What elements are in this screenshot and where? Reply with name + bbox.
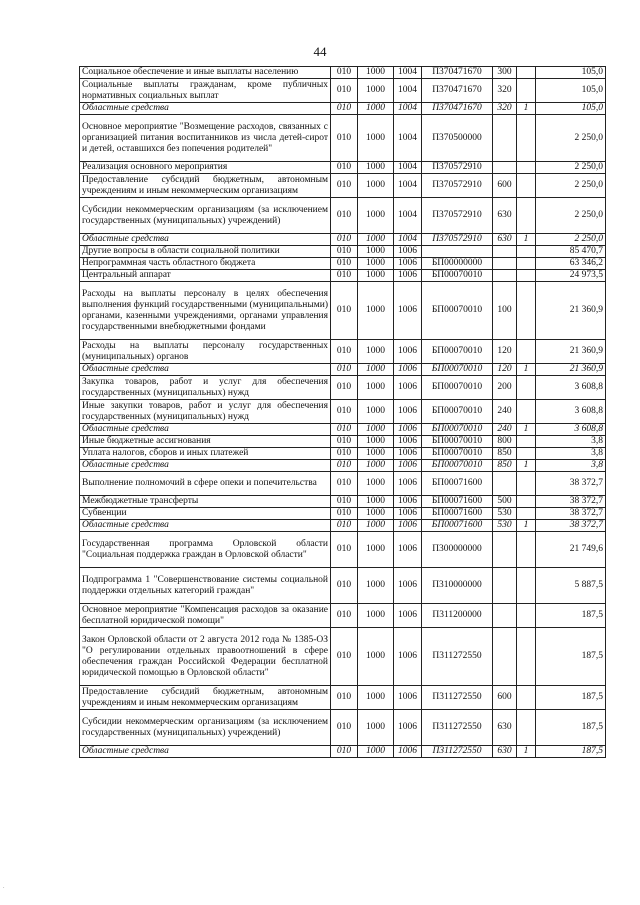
row-subsection-cell: 1006 (394, 460, 422, 472)
row-target-article-cell: П311200000 (422, 604, 493, 628)
row-section-cell: 1000 (358, 234, 394, 246)
row-subsection-cell: 1004 (394, 234, 422, 246)
table-row (80, 198, 606, 234)
row-amount-cell: 2 250,0 (536, 234, 606, 246)
row-target-article-cell: П311272550 (422, 628, 493, 686)
row-section-cell: 1000 (358, 686, 394, 710)
row-amount-cell: 3 608,8 (536, 400, 606, 424)
row-section-cell: 1000 (358, 400, 394, 424)
row-name-cell: Областные средства (80, 424, 331, 436)
row-source-cell (517, 472, 536, 496)
row-grbs-cell: 010 (331, 79, 358, 103)
table-row (80, 436, 606, 448)
row-name-cell: Областные средства (80, 746, 331, 758)
row-amount-cell: 105,0 (536, 79, 606, 103)
row-source-cell (517, 282, 536, 340)
row-source-cell: 1 (517, 460, 536, 472)
row-amount-cell: 2 250,0 (536, 198, 606, 234)
row-source-cell (517, 508, 536, 520)
row-grbs-cell: 010 (331, 364, 358, 376)
row-source-cell (517, 400, 536, 424)
row-target-article-cell: П370500000 (422, 115, 493, 162)
row-source-cell (517, 604, 536, 628)
row-source-cell: 1 (517, 746, 536, 758)
row-grbs-cell: 010 (331, 174, 358, 198)
row-target-article-cell: БП00070010 (422, 282, 493, 340)
row-grbs-cell: 010 (331, 532, 358, 568)
row-subsection-cell: 1004 (394, 103, 422, 115)
row-amount-cell: 38 372,7 (536, 520, 606, 532)
row-target-article-cell: П370572910 (422, 234, 493, 246)
row-amount-cell: 3,8 (536, 448, 606, 460)
row-target-article-cell: БП00000000 (422, 258, 493, 270)
row-name-cell: Закупка товаров, работ и услуг для обеспечения государственных (муниципальных) нужд (80, 376, 331, 400)
row-subsection-cell: 1004 (394, 115, 422, 162)
row-section-cell: 1000 (358, 496, 394, 508)
row-source-cell (517, 115, 536, 162)
row-target-article-cell: П300000000 (422, 532, 493, 568)
row-section-cell: 1000 (358, 174, 394, 198)
row-source-cell (517, 67, 536, 79)
table-row-regional-funds (80, 424, 606, 436)
row-source-cell (517, 258, 536, 270)
row-section-cell: 1000 (358, 710, 394, 746)
table-row (80, 67, 606, 79)
row-grbs-cell: 010 (331, 710, 358, 746)
row-section-cell: 1000 (358, 364, 394, 376)
row-grbs-cell: 010 (331, 472, 358, 496)
row-subsection-cell: 1006 (394, 376, 422, 400)
row-section-cell: 1000 (358, 67, 394, 79)
table-row (80, 162, 606, 174)
row-target-article-cell: П311272550 (422, 710, 493, 746)
row-expense-type-cell: 320 (493, 79, 517, 103)
row-target-article-cell: БП00070010 (422, 376, 493, 400)
row-subsection-cell: 1006 (394, 532, 422, 568)
row-grbs-cell: 010 (331, 246, 358, 258)
row-section-cell: 1000 (358, 115, 394, 162)
table-row (80, 604, 606, 628)
row-target-article-cell: БП00070010 (422, 460, 493, 472)
row-section-cell: 1000 (358, 79, 394, 103)
row-name-cell: Социальные выплаты гражданам, кроме публичных нормативных социальных выплат (80, 79, 331, 103)
row-name-cell: Непрограммная часть областного бюджета (80, 258, 331, 270)
row-subsection-cell: 1006 (394, 246, 422, 258)
row-expense-type-cell (493, 162, 517, 174)
row-grbs-cell: 010 (331, 448, 358, 460)
row-subsection-cell: 1006 (394, 746, 422, 758)
row-amount-cell: 187,5 (536, 628, 606, 686)
table-row (80, 246, 606, 258)
row-subsection-cell: 1006 (394, 710, 422, 746)
row-amount-cell: 21 360,9 (536, 340, 606, 364)
row-section-cell: 1000 (358, 532, 394, 568)
row-grbs-cell: 010 (331, 496, 358, 508)
row-name-cell: Уплата налогов, сборов и иных платежей (80, 448, 331, 460)
row-amount-cell: 38 372,7 (536, 508, 606, 520)
row-expense-type-cell (493, 258, 517, 270)
row-section-cell: 1000 (358, 246, 394, 258)
row-target-article-cell: БП00071600 (422, 496, 493, 508)
row-grbs-cell: 010 (331, 282, 358, 340)
row-expense-type-cell (493, 270, 517, 282)
row-grbs-cell: 010 (331, 162, 358, 174)
row-source-cell (517, 246, 536, 258)
row-amount-cell: 3,8 (536, 460, 606, 472)
row-section-cell: 1000 (358, 198, 394, 234)
row-expense-type-cell (493, 604, 517, 628)
row-target-article-cell: БП00070010 (422, 364, 493, 376)
table-row-regional-funds (80, 234, 606, 246)
row-section-cell: 1000 (358, 258, 394, 270)
row-expense-type-cell: 630 (493, 198, 517, 234)
budget-table-body (80, 67, 606, 758)
table-row-regional-funds (80, 103, 606, 115)
row-subsection-cell: 1006 (394, 424, 422, 436)
row-name-cell: Иные бюджетные ассигнования (80, 436, 331, 448)
row-grbs-cell: 010 (331, 746, 358, 758)
row-amount-cell: 2 250,0 (536, 115, 606, 162)
row-name-cell: Реализация основного мероприятия (80, 162, 331, 174)
row-expense-type-cell: 240 (493, 424, 517, 436)
row-expense-type-cell: 630 (493, 710, 517, 746)
row-name-cell: Основное мероприятие "Компенсация расходов за оказание бесплатной юридической помощи" (80, 604, 331, 628)
row-amount-cell: 21 749,6 (536, 532, 606, 568)
row-source-cell: 1 (517, 424, 536, 436)
row-source-cell (517, 174, 536, 198)
row-grbs-cell: 010 (331, 270, 358, 282)
row-grbs-cell: 010 (331, 198, 358, 234)
row-expense-type-cell: 600 (493, 686, 517, 710)
row-grbs-cell: 010 (331, 115, 358, 162)
row-name-cell: Закон Орловской области от 2 августа 2012 года № 1385-ОЗ "О регулировании отдельных правоотношений в сфере обеспечения граждан Российской Федерации бесплатной юридической помощью в Орловской области" (80, 628, 331, 686)
row-subsection-cell: 1006 (394, 448, 422, 460)
row-target-article-cell: П311272550 (422, 686, 493, 710)
row-section-cell: 1000 (358, 376, 394, 400)
row-expense-type-cell (493, 472, 517, 496)
row-name-cell: Областные средства (80, 234, 331, 246)
table-row (80, 400, 606, 424)
row-amount-cell: 85 470,7 (536, 246, 606, 258)
row-section-cell: 1000 (358, 460, 394, 472)
table-row (80, 686, 606, 710)
row-source-cell: 1 (517, 234, 536, 246)
row-amount-cell: 3 608,8 (536, 424, 606, 436)
row-expense-type-cell (493, 568, 517, 604)
table-row-regional-funds (80, 746, 606, 758)
row-amount-cell: 187,5 (536, 604, 606, 628)
row-source-cell (517, 448, 536, 460)
table-row-regional-funds (80, 460, 606, 472)
row-expense-type-cell (493, 532, 517, 568)
row-name-cell: Областные средства (80, 520, 331, 532)
row-expense-type-cell: 320 (493, 103, 517, 115)
row-source-cell (517, 79, 536, 103)
row-grbs-cell: 010 (331, 376, 358, 400)
row-grbs-cell: 010 (331, 400, 358, 424)
row-name-cell: Областные средства (80, 103, 331, 115)
row-name-cell: Подпрограмма 1 "Совершенствование системы социальной поддержки отдельных категорий граждан" (80, 568, 331, 604)
row-name-cell: Выполнение полномочий в сфере опеки и попечительства (80, 472, 331, 496)
row-source-cell (517, 628, 536, 686)
row-subsection-cell: 1006 (394, 520, 422, 532)
table-row (80, 79, 606, 103)
row-name-cell: Субвенции (80, 508, 331, 520)
row-subsection-cell: 1004 (394, 79, 422, 103)
table-row (80, 472, 606, 496)
table-row (80, 282, 606, 340)
row-target-article-cell: П370572910 (422, 198, 493, 234)
row-target-article-cell: БП00071600 (422, 520, 493, 532)
table-row (80, 376, 606, 400)
row-target-article-cell: БП00071600 (422, 472, 493, 496)
table-row (80, 115, 606, 162)
row-source-cell (517, 340, 536, 364)
row-source-cell (517, 686, 536, 710)
row-target-article-cell: БП00071600 (422, 508, 493, 520)
row-name-cell: Другие вопросы в области социальной политики (80, 246, 331, 258)
margin-mark: . (3, 884, 5, 890)
row-grbs-cell: 010 (331, 258, 358, 270)
row-expense-type-cell (493, 628, 517, 686)
row-grbs-cell: 010 (331, 686, 358, 710)
row-amount-cell: 21 360,9 (536, 364, 606, 376)
row-section-cell: 1000 (358, 746, 394, 758)
row-subsection-cell: 1006 (394, 686, 422, 710)
row-source-cell (517, 376, 536, 400)
row-amount-cell: 24 973,5 (536, 270, 606, 282)
row-target-article-cell: П370572910 (422, 174, 493, 198)
row-name-cell: Субсидии некоммерческим организациям (за исключением государственных (муниципальных) учреждений) (80, 198, 331, 234)
row-name-cell: Областные средства (80, 460, 331, 472)
row-target-article-cell: БП00070010 (422, 424, 493, 436)
row-subsection-cell: 1004 (394, 174, 422, 198)
row-name-cell: Предоставление субсидий бюджетным, автономным учреждениям и иным некоммерческим организациям (80, 686, 331, 710)
row-target-article-cell: П370471670 (422, 103, 493, 115)
row-expense-type-cell: 630 (493, 746, 517, 758)
row-name-cell: Государственная программа Орловской области "Социальная поддержка граждан в Орловской области" (80, 532, 331, 568)
row-grbs-cell: 010 (331, 604, 358, 628)
row-source-cell: 1 (517, 364, 536, 376)
row-source-cell (517, 496, 536, 508)
row-subsection-cell: 1006 (394, 508, 422, 520)
row-amount-cell: 105,0 (536, 67, 606, 79)
table-row (80, 532, 606, 568)
row-grbs-cell: 010 (331, 436, 358, 448)
row-target-article-cell: П310000000 (422, 568, 493, 604)
budget-table (79, 66, 606, 758)
row-target-article-cell: БП00070010 (422, 340, 493, 364)
row-target-article-cell: П370471670 (422, 67, 493, 79)
row-section-cell: 1000 (358, 472, 394, 496)
row-grbs-cell: 010 (331, 628, 358, 686)
row-amount-cell: 3 608,8 (536, 376, 606, 400)
row-section-cell: 1000 (358, 282, 394, 340)
row-expense-type-cell: 300 (493, 67, 517, 79)
row-amount-cell: 3,8 (536, 436, 606, 448)
row-target-article-cell: П311272550 (422, 746, 493, 758)
row-subsection-cell: 1006 (394, 270, 422, 282)
row-amount-cell: 2 250,0 (536, 174, 606, 198)
row-name-cell: Межбюджетные трансферты (80, 496, 331, 508)
row-source-cell: 1 (517, 520, 536, 532)
row-expense-type-cell: 850 (493, 448, 517, 460)
row-subsection-cell: 1006 (394, 364, 422, 376)
row-amount-cell: 5 887,5 (536, 568, 606, 604)
row-source-cell (517, 162, 536, 174)
table-row (80, 496, 606, 508)
row-amount-cell: 187,5 (536, 686, 606, 710)
table-row (80, 628, 606, 686)
row-name-cell: Расходы на выплаты персоналу в целях обеспечения выполнения функций государственными (муниципальными) органами, казенными учреждениями, органами управления государственными внебюджетными фондами (80, 282, 331, 340)
table-row (80, 448, 606, 460)
row-name-cell: Иные закупки товаров, работ и услуг для обеспечения государственных (муниципальных) нужд (80, 400, 331, 424)
row-target-article-cell: БП00070010 (422, 400, 493, 424)
row-expense-type-cell: 240 (493, 400, 517, 424)
row-grbs-cell: 010 (331, 520, 358, 532)
page-number: 44 (313, 44, 327, 59)
table-row (80, 270, 606, 282)
row-name-cell: Центральный аппарат (80, 270, 331, 282)
row-amount-cell: 21 360,9 (536, 282, 606, 340)
row-subsection-cell: 1006 (394, 400, 422, 424)
table-row (80, 508, 606, 520)
row-expense-type-cell (493, 115, 517, 162)
row-grbs-cell: 010 (331, 460, 358, 472)
row-name-cell: Расходы на выплаты персоналу государственных (муниципальных) органов (80, 340, 331, 364)
row-grbs-cell: 010 (331, 103, 358, 115)
row-grbs-cell: 010 (331, 340, 358, 364)
row-subsection-cell: 1006 (394, 568, 422, 604)
row-target-article-cell: П370572910 (422, 162, 493, 174)
row-section-cell: 1000 (358, 448, 394, 460)
row-section-cell: 1000 (358, 508, 394, 520)
row-expense-type-cell: 600 (493, 174, 517, 198)
row-subsection-cell: 1006 (394, 496, 422, 508)
row-subsection-cell: 1006 (394, 604, 422, 628)
row-expense-type-cell: 850 (493, 460, 517, 472)
table-row-regional-funds (80, 364, 606, 376)
row-subsection-cell: 1004 (394, 198, 422, 234)
table-row (80, 340, 606, 364)
row-source-cell: 1 (517, 103, 536, 115)
row-section-cell: 1000 (358, 103, 394, 115)
table-row (80, 568, 606, 604)
row-subsection-cell: 1006 (394, 436, 422, 448)
row-expense-type-cell: 120 (493, 340, 517, 364)
row-name-cell: Основное мероприятие "Возмещение расходов, связанных с организацией питания воспитанников из числа детей-сирот и детей, оставшихся без попечения родителей" (80, 115, 331, 162)
row-subsection-cell: 1006 (394, 282, 422, 340)
row-section-cell: 1000 (358, 270, 394, 282)
row-expense-type-cell: 200 (493, 376, 517, 400)
row-subsection-cell: 1006 (394, 472, 422, 496)
table-row (80, 258, 606, 270)
row-target-article-cell: БП00070010 (422, 270, 493, 282)
row-amount-cell: 187,5 (536, 746, 606, 758)
row-target-article-cell: БП00070010 (422, 436, 493, 448)
row-source-cell (517, 198, 536, 234)
row-subsection-cell: 1006 (394, 340, 422, 364)
row-amount-cell: 63 346,2 (536, 258, 606, 270)
row-source-cell (517, 710, 536, 746)
row-grbs-cell: 010 (331, 67, 358, 79)
row-expense-type-cell (493, 246, 517, 258)
row-amount-cell: 105,0 (536, 103, 606, 115)
table-row (80, 174, 606, 198)
row-section-cell: 1000 (358, 568, 394, 604)
row-name-cell: Субсидии некоммерческим организациям (за исключением государственных (муниципальных) учреждений) (80, 710, 331, 746)
table-row-regional-funds (80, 520, 606, 532)
row-source-cell (517, 436, 536, 448)
row-expense-type-cell: 120 (493, 364, 517, 376)
row-expense-type-cell: 800 (493, 436, 517, 448)
row-target-article-cell: П370471670 (422, 79, 493, 103)
row-name-cell: Социальное обеспечение и иные выплаты населению (80, 67, 331, 79)
row-name-cell: Предоставление субсидий бюджетным, автономным учреждениям и иным некоммерческим организациям (80, 174, 331, 198)
row-amount-cell: 38 372,7 (536, 496, 606, 508)
row-target-article-cell (422, 246, 493, 258)
row-amount-cell: 187,5 (536, 710, 606, 746)
row-subsection-cell: 1004 (394, 67, 422, 79)
row-target-article-cell: БП00070010 (422, 448, 493, 460)
row-grbs-cell: 010 (331, 234, 358, 246)
row-section-cell: 1000 (358, 628, 394, 686)
row-section-cell: 1000 (358, 520, 394, 532)
row-section-cell: 1000 (358, 436, 394, 448)
row-source-cell (517, 532, 536, 568)
row-amount-cell: 2 250,0 (536, 162, 606, 174)
row-section-cell: 1000 (358, 162, 394, 174)
row-subsection-cell: 1006 (394, 628, 422, 686)
row-name-cell: Областные средства (80, 364, 331, 376)
row-section-cell: 1000 (358, 604, 394, 628)
row-expense-type-cell: 500 (493, 496, 517, 508)
row-expense-type-cell: 530 (493, 508, 517, 520)
table-row (80, 710, 606, 746)
row-grbs-cell: 010 (331, 508, 358, 520)
row-source-cell (517, 270, 536, 282)
row-grbs-cell: 010 (331, 424, 358, 436)
row-subsection-cell: 1006 (394, 258, 422, 270)
row-subsection-cell: 1004 (394, 162, 422, 174)
row-expense-type-cell: 530 (493, 520, 517, 532)
row-amount-cell: 38 372,7 (536, 472, 606, 496)
row-expense-type-cell: 630 (493, 234, 517, 246)
row-section-cell: 1000 (358, 340, 394, 364)
row-source-cell (517, 568, 536, 604)
row-grbs-cell: 010 (331, 568, 358, 604)
row-expense-type-cell: 100 (493, 282, 517, 340)
row-section-cell: 1000 (358, 424, 394, 436)
